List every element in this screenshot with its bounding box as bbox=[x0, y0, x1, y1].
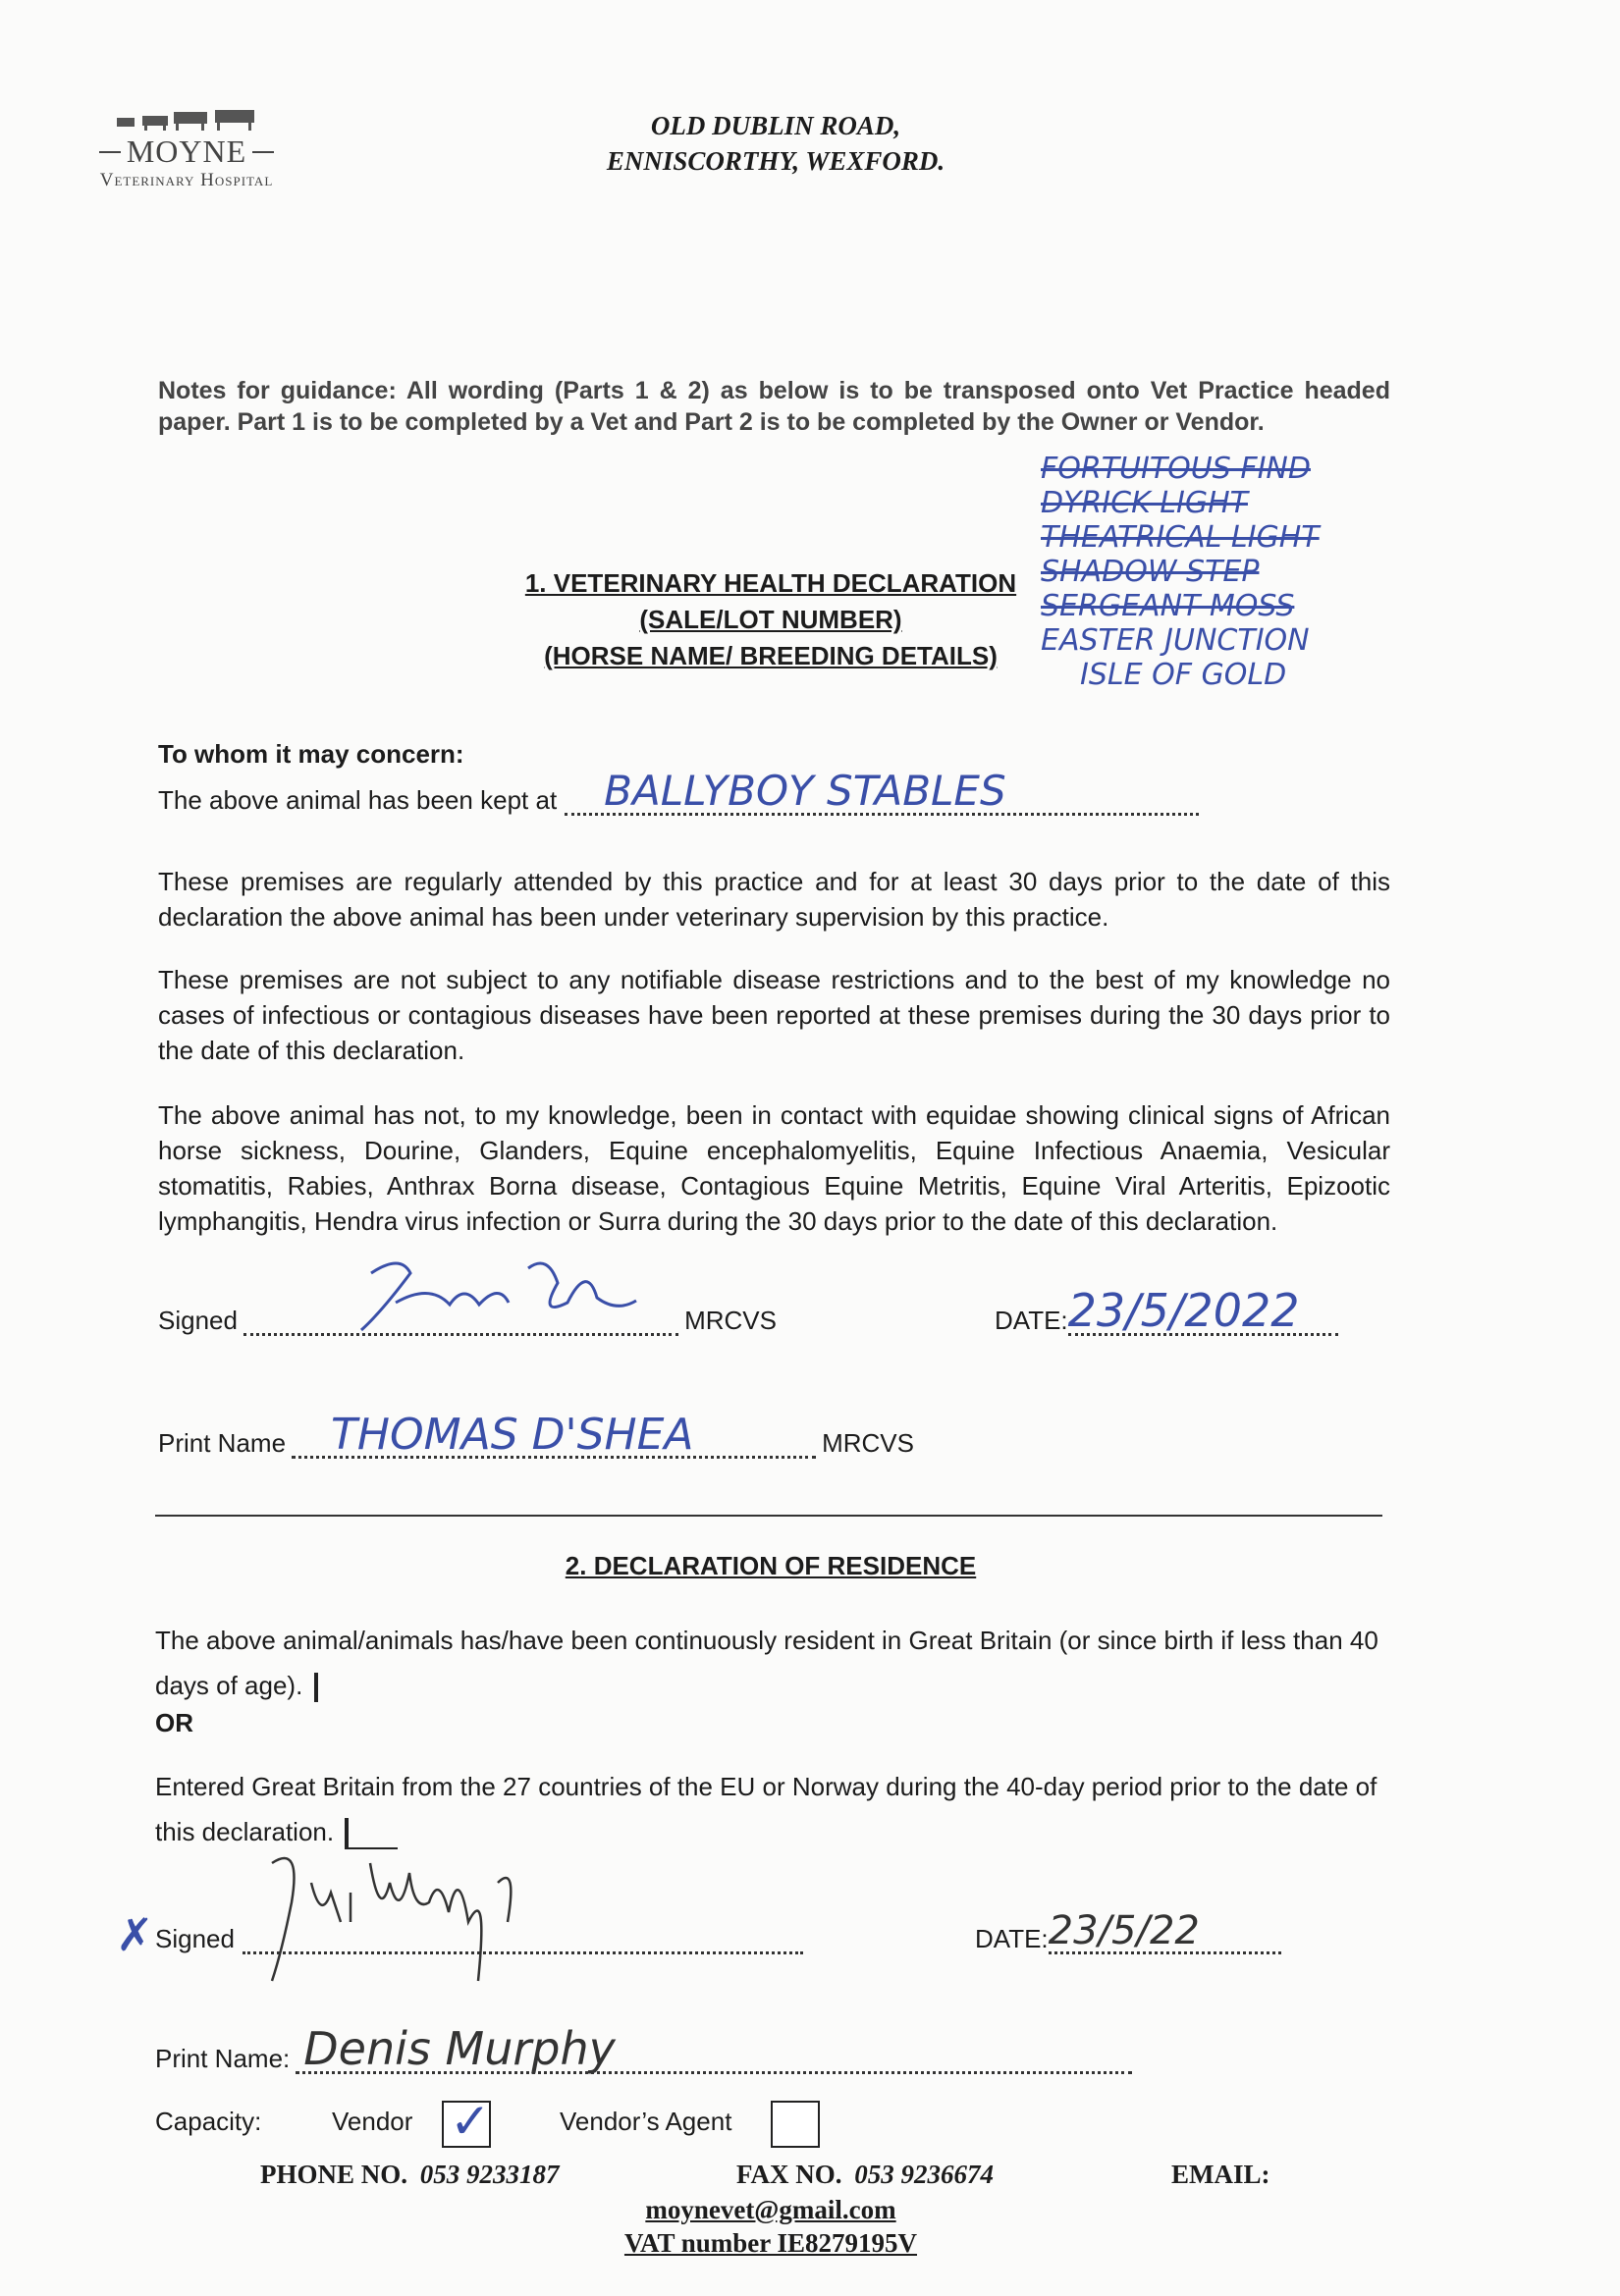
vet-signed-label: Signed bbox=[158, 1306, 238, 1335]
paragraph-contact: The above animal has not, to my knowledge, been in contact with equidae showing clinical signs of African horse sickness, Dourine, Glanders, Equine encephalomyelitis, Equine Infectious Anaemia, Vesicular stomatitis, Rabies, Anthrax Borna disease, Contagious Equine Metritis, Equine Viral Arteritis, Epizootic lymphangitis, Hendra virus infection or Surra during the 30 days prior to the date of this declaration. bbox=[158, 1100, 1390, 1236]
owner-print-name-value: Denis Murphy bbox=[303, 2022, 616, 2075]
part2-or: OR bbox=[155, 1708, 193, 1737]
vet-signature bbox=[342, 1244, 666, 1337]
footer-email[interactable]: moynevet@gmail.com bbox=[645, 2195, 896, 2224]
owner-print-name-label: Print Name: bbox=[155, 2044, 291, 2073]
horse-name-item: EASTER JUNCTION bbox=[1041, 623, 1310, 658]
paragraph-restrictions: These premises are not subject to any notifiable disease restrictions and to the best of my knowledge no cases of infectious or contagious diseases have been reported at these premises during the 30 days prior to the date of this declaration. bbox=[158, 965, 1390, 1065]
footer-fax: FAX NO. 053 9236674 bbox=[736, 2160, 994, 2189]
agent-checkbox[interactable] bbox=[771, 2101, 820, 2148]
x-mark: ✗ bbox=[116, 1908, 154, 1961]
footer-phone: PHONE NO. 053 9233187 bbox=[260, 2160, 560, 2189]
address-line1: OLD DUBLIN ROAD, bbox=[650, 111, 901, 140]
horse-names-list bbox=[1041, 452, 1453, 692]
horse-name-item: SHADOW STEP bbox=[1041, 555, 1260, 589]
capacity-label: Capacity: bbox=[155, 2107, 262, 2136]
footer-email-label: EMAIL: bbox=[1171, 2160, 1270, 2189]
horse-name-item: SERGEANT MOSS bbox=[1041, 589, 1295, 623]
logo-name: MOYNE bbox=[126, 133, 247, 169]
owner-print-name-row bbox=[155, 2022, 1132, 2075]
paragraph-supervision: These premises are regularly attended by this practice and for at least 30 days prior to the date of this declaration the above animal has been under veterinary supervision by this practice. bbox=[158, 867, 1390, 932]
owner-signature bbox=[243, 1843, 576, 1991]
logo-subtitle: Veterinary Hospital bbox=[99, 170, 274, 190]
vet-date-row bbox=[995, 1284, 1338, 1337]
address-line2: ENNISCORTHY, WEXFORD. bbox=[606, 146, 945, 176]
owner-signed-row bbox=[155, 1924, 803, 1954]
horse-name-item: THEATRICAL LIGHT bbox=[1041, 520, 1320, 555]
part2-title: 2. DECLARATION OF RESIDENCE bbox=[565, 1551, 977, 1580]
vet-print-name-mrcvs: MRCVS bbox=[822, 1428, 914, 1458]
vet-signed-mrcvs: MRCVS bbox=[684, 1306, 777, 1335]
footer-vat: VAT number IE8279195V bbox=[623, 2228, 918, 2258]
header-address bbox=[550, 108, 1001, 179]
vet-date-label: DATE: bbox=[995, 1306, 1068, 1335]
vendor-label: Vendor bbox=[332, 2107, 413, 2136]
vet-print-name-label: Print Name bbox=[158, 1428, 287, 1458]
owner-date-label: DATE: bbox=[975, 1924, 1049, 1953]
notes-for-guidance: Notes for guidance: All wording (Parts 1 & 2) as below is to be transposed onto Vet Practice headed paper. Part 1 is to be completed by a Vet and Part 2 is to be completed by the Owner or Vendor. bbox=[158, 377, 1390, 436]
salutation: To whom it may concern: bbox=[158, 739, 464, 769]
part1-heading bbox=[511, 565, 1031, 674]
vet-date-value: 23/5/2022 bbox=[1067, 1284, 1300, 1337]
kept-at-value: BALLYBOY STABLES bbox=[604, 767, 1006, 815]
vet-print-name-row bbox=[158, 1410, 914, 1460]
vendor-checkbox[interactable] bbox=[442, 2093, 491, 2150]
animals-icon bbox=[113, 106, 260, 132]
owner-date-value: 23/5/22 bbox=[1048, 1908, 1200, 1953]
logo bbox=[59, 106, 314, 191]
section-divider bbox=[155, 1515, 1382, 1517]
vet-print-name-value: THOMAS D'SHEA bbox=[331, 1410, 694, 1460]
owner-signed-label: Signed bbox=[155, 1924, 235, 1953]
resident-option-mark[interactable] bbox=[314, 1673, 318, 1702]
part2-option-resident: The above animal/animals has/have been continuously resident in Great Britain (or since birth if less than 40 days of age). bbox=[155, 1618, 1382, 1708]
horse-name-item: DYRICK LIGHT bbox=[1041, 486, 1248, 520]
part1-title: 1. VETERINARY HEALTH DECLARATION bbox=[524, 568, 1017, 598]
check-icon: ✓ bbox=[450, 2093, 491, 2150]
kept-at-row bbox=[158, 767, 1199, 816]
part2-option-entered: Entered Great Britain from the 27 countries of the EU or Norway during the 40-day period prior to the date of this declaration. bbox=[155, 1764, 1382, 1854]
horse-name-item: FORTUITOUS FIND bbox=[1041, 452, 1311, 486]
kept-at-label: The above animal has been kept at bbox=[158, 785, 558, 815]
horse-name-item: ISLE OF GOLD bbox=[1080, 658, 1287, 692]
owner-date-row bbox=[975, 1908, 1281, 1954]
part1-subtitle-lot: (SALE/LOT NUMBER) bbox=[639, 605, 902, 634]
part1-subtitle-horse: (HORSE NAME/ BREEDING DETAILS) bbox=[544, 641, 998, 670]
vet-signed-row bbox=[158, 1306, 777, 1336]
agent-label: Vendor’s Agent bbox=[560, 2107, 732, 2136]
